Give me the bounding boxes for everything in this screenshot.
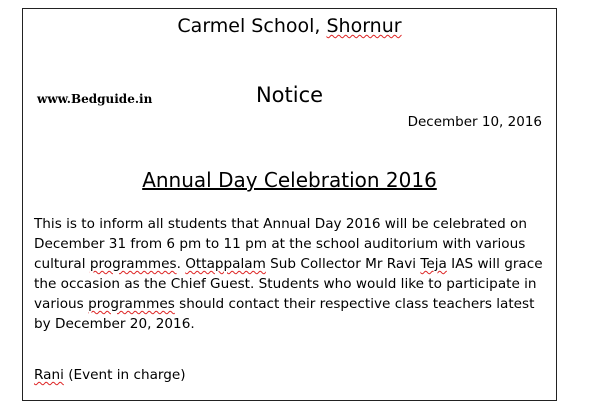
watermark-text: www.Bedguide.in	[37, 92, 153, 106]
body-segment: Sub Collector Mr Ravi	[265, 256, 421, 272]
notice-date: December 10, 2016	[407, 114, 542, 130]
school-name-part: Carmel School,	[177, 15, 327, 37]
body-segment: IAS will grace the occasion as the Chief Guest. Students who would like to participate in various	[34, 256, 543, 312]
event-title: Annual Day Celebration 2016	[142, 168, 437, 192]
signature-role: (Event in charge)	[63, 367, 186, 383]
signature-name: Rani	[34, 367, 64, 383]
body-word-ottappalam: Ottappalam	[185, 256, 266, 272]
signature-line	[34, 367, 186, 383]
body-segment: .	[176, 256, 186, 272]
notice-document	[22, 8, 557, 401]
notice-body	[34, 214, 549, 334]
body-segment: should contact their respective class teachers latest by December 20, 2016.	[34, 296, 535, 332]
body-word-programmes: programmes	[89, 256, 177, 272]
school-name-town: Shornur	[326, 15, 402, 37]
school-name	[23, 15, 556, 37]
notice-heading: Notice	[255, 83, 324, 107]
body-word-teja: Teja	[420, 256, 447, 272]
body-segment: This is to inform all students that Annual Day 2016 will be celebrated on December 31 from 6 pm to 11 pm at the school auditorium with various cultural	[34, 216, 527, 272]
body-word-programmes: programmes	[88, 296, 175, 312]
